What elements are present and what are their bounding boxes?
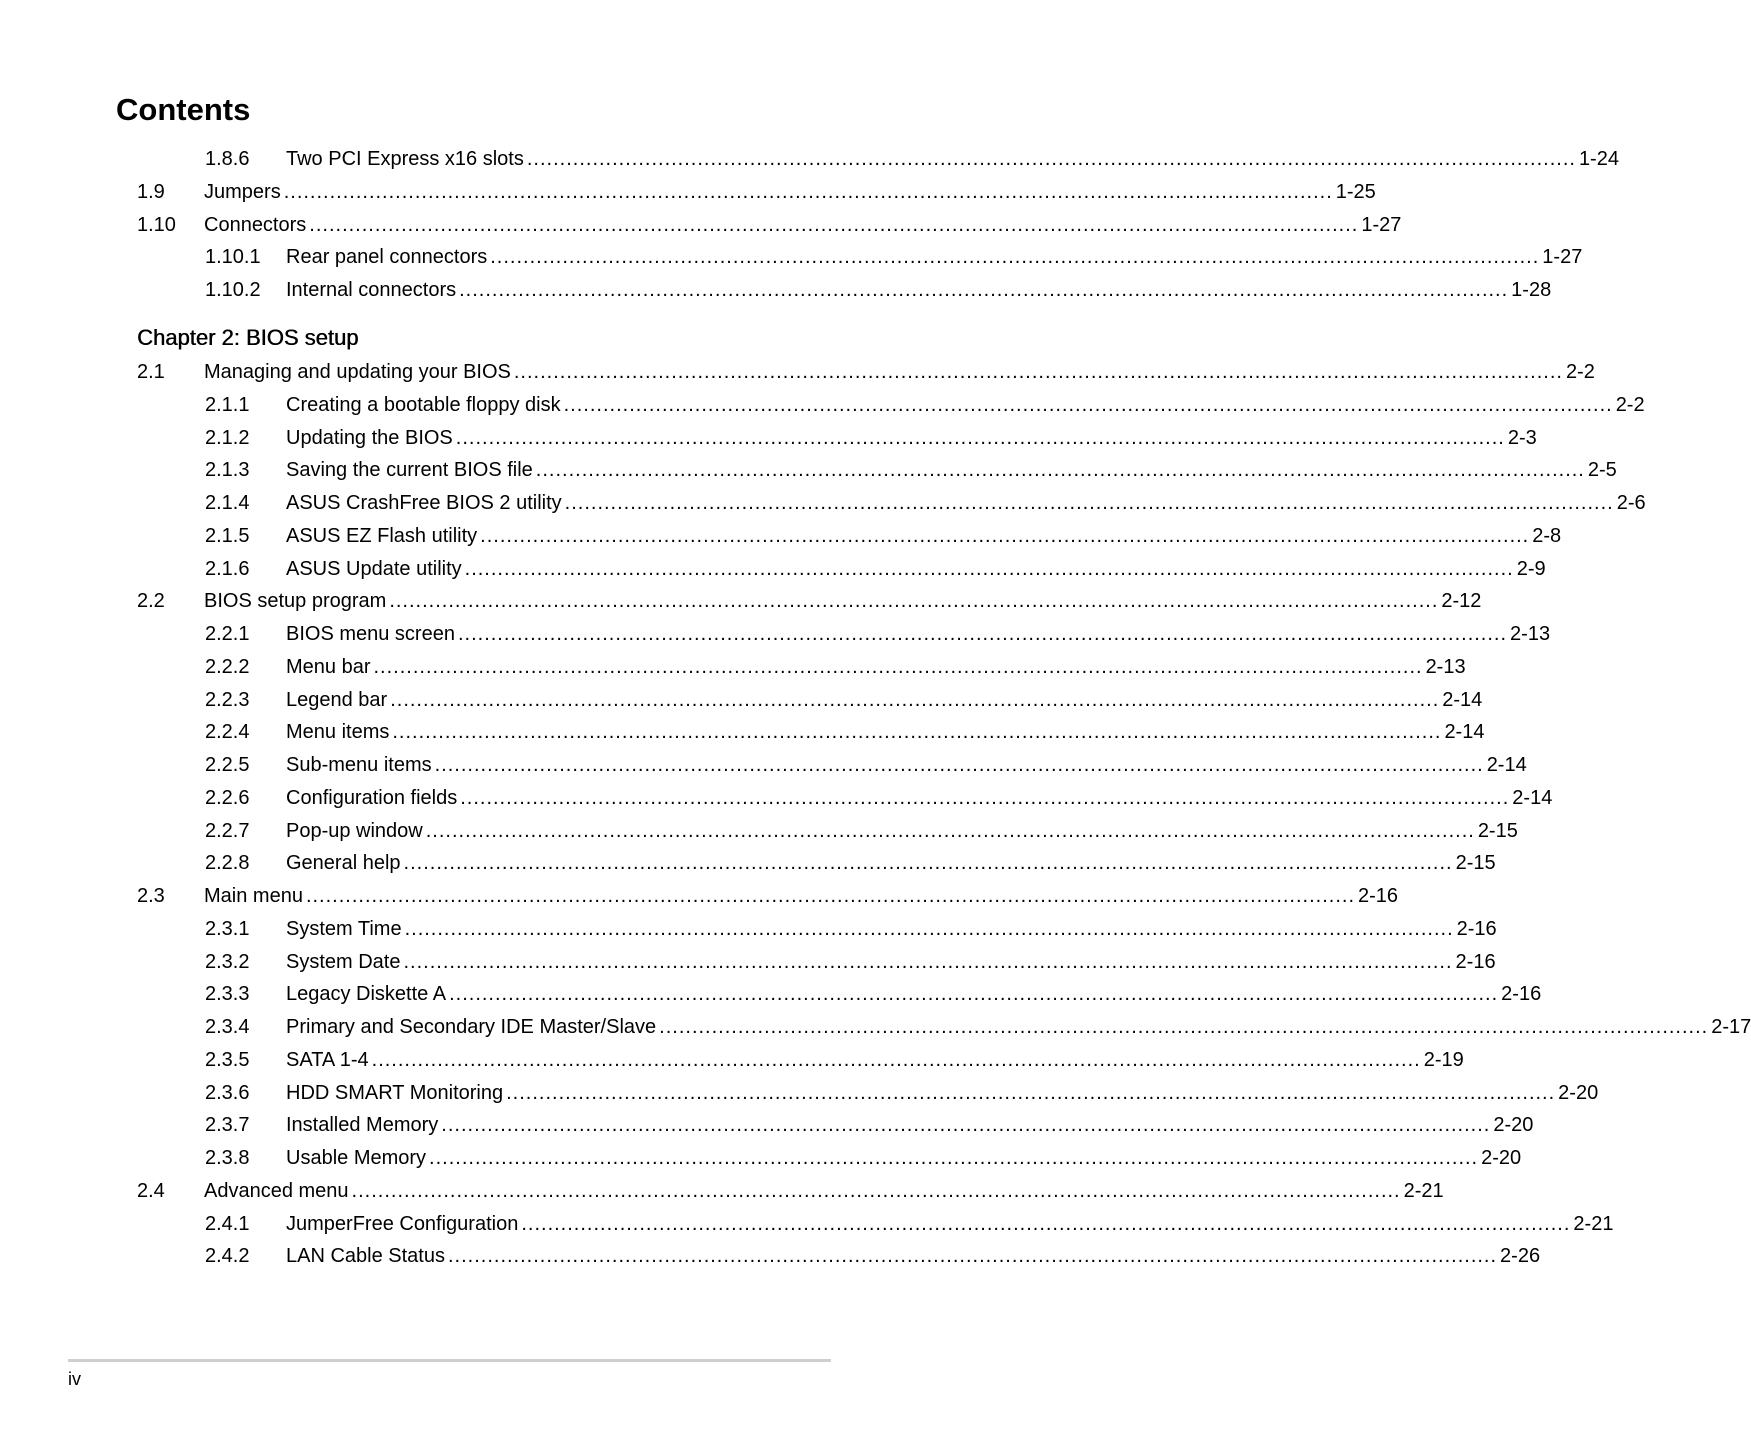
toc-entry-line [286, 913, 1497, 946]
dot-leader: ................................................................................................................................................................ [457, 623, 1508, 645]
toc-entry [0, 454, 1617, 487]
toc-entry-page: 2-13 [1510, 623, 1551, 645]
toc-entry-line [286, 716, 1485, 749]
toc-entry [0, 1142, 1522, 1175]
dot-leader: ................................................................................................................................................................ [389, 590, 1439, 613]
dot-leader: ................................................................................................................................................................ [459, 279, 1509, 301]
toc-entry-number: 2.1.2 [205, 426, 250, 449]
toc-entry-page: 2-21 [1573, 1212, 1614, 1235]
toc-entry-line [286, 454, 1617, 487]
dot-leader: ................................................................................................................................................................ [305, 885, 1355, 907]
dot-leader: ................................................................................................................................................................ [521, 1212, 1571, 1235]
toc-entry [0, 815, 1518, 848]
toc-entry-line [286, 274, 1552, 307]
toc-entry-line [286, 1240, 1541, 1273]
toc-entry-page: 2-6 [1616, 492, 1646, 514]
toc-entry-number: 2.1.4 [205, 492, 250, 514]
dot-leader: ................................................................................................................................................................ [447, 1245, 1498, 1268]
toc-entry [0, 749, 1527, 782]
toc-entry [0, 487, 1646, 520]
toc-entry-page: 2-16 [1358, 885, 1399, 907]
toc-entry-page: 2-16 [1455, 950, 1496, 973]
toc-entry-page: 1-25 [1335, 180, 1376, 203]
dot-leader: ................................................................................................................................................................ [480, 524, 1530, 547]
toc-entry-page: 2-3 [1507, 426, 1537, 449]
toc-entry-page: 2-9 [1516, 557, 1546, 580]
toc-entry-line [286, 946, 1496, 979]
dot-leader: ................................................................................................................................................................ [283, 180, 1333, 203]
toc-entry-page: 2-20 [1493, 1114, 1534, 1137]
dot-leader: ................................................................................................................................................................ [429, 1147, 1479, 1169]
toc-entry-number: 2.3.5 [205, 1048, 250, 1071]
toc-entry-number: 2.2.2 [205, 655, 250, 678]
toc-entry [0, 1175, 1444, 1208]
toc-entry-number: 1.8.6 [205, 148, 250, 170]
toc-entry-page: 1-28 [1511, 279, 1552, 301]
toc-entry [0, 782, 1553, 815]
toc-entry-number: 2.1.1 [205, 393, 250, 416]
toc-entry-title: Pop-up window [286, 819, 423, 842]
dot-leader: ................................................................................................................................................................ [351, 1179, 1401, 1202]
toc-entry-line [286, 520, 1562, 553]
toc-entry-page: 2-2 [1615, 393, 1645, 416]
toc-entry-page: 1-27 [1542, 246, 1583, 269]
toc-entry-title: Primary and Secondary IDE Master/Slave [286, 1016, 657, 1038]
toc-entry-title: Advanced menu [204, 1179, 349, 1202]
toc-entry-number: 2.2.8 [205, 852, 250, 875]
toc-entry [0, 1044, 1464, 1077]
toc-entry-line [286, 1077, 1599, 1110]
dot-leader: ................................................................................................................................................................ [425, 819, 1475, 842]
toc-entry [0, 946, 1496, 979]
toc-entry-line [286, 1142, 1522, 1175]
toc-entry-number: 1.10 [137, 213, 176, 236]
toc-entry-title: BIOS setup program [204, 590, 387, 613]
dot-leader: ................................................................................................................................................................ [403, 852, 1453, 875]
toc-entry [0, 1077, 1599, 1110]
toc-entry-line [286, 651, 1466, 684]
toc-entry-page: 2-20 [1481, 1147, 1522, 1169]
toc-entry-line [286, 1011, 1751, 1044]
toc-entry-number: 2.3.3 [205, 983, 250, 1006]
toc-entry-title: General help [286, 852, 401, 875]
toc-entry-title: ASUS Update utility [286, 557, 462, 580]
toc-entry-page: 2-14 [1444, 721, 1485, 744]
toc-entry-number: 2.4.2 [205, 1245, 250, 1268]
toc-entry-title: Menu bar [286, 655, 371, 678]
toc-entry-page: 2-5 [1587, 459, 1617, 482]
toc-entry-page: 2-13 [1425, 655, 1466, 678]
toc-entry-title: Rear panel connectors [286, 246, 488, 269]
toc-entry-page: 2-14 [1442, 688, 1483, 711]
dot-leader: ................................................................................................................................................................ [373, 655, 1423, 678]
toc-entry-number: 1.10.1 [205, 246, 261, 269]
toc-entry [0, 520, 1562, 553]
toc-entry-page: 2-21 [1403, 1179, 1444, 1202]
toc-entry-number: 2.1.5 [205, 524, 250, 547]
toc-entry-title: Installed Memory [286, 1114, 439, 1137]
toc-entry-number: 2.1.3 [205, 459, 250, 482]
toc-entry-page: 2-15 [1477, 819, 1518, 842]
toc-entry-line [286, 1044, 1464, 1077]
dot-leader: ................................................................................................................................................................ [455, 426, 1505, 449]
toc-entry-title: Legend bar [286, 688, 388, 711]
toc-entry [0, 553, 1546, 586]
toc-entry-title: ASUS CrashFree BIOS 2 utility [286, 492, 562, 514]
toc-entry-page: 2-14 [1512, 786, 1553, 809]
footer-divider [68, 1359, 831, 1362]
toc-entry-title: BIOS menu screen [286, 623, 455, 645]
toc-entry [0, 651, 1466, 684]
toc-entry-number: 2.1 [137, 361, 165, 383]
toc-entry [0, 143, 1619, 176]
toc-entry-title: LAN Cable Status [286, 1245, 445, 1268]
toc-entry-number: 2.2 [137, 590, 165, 613]
toc-entry-title: HDD SMART Monitoring [286, 1081, 504, 1104]
toc-entry-line [286, 553, 1546, 586]
toc-entry-number: 2.2.3 [205, 688, 250, 711]
toc-entry-page: 2-20 [1558, 1081, 1599, 1104]
toc-entry-title: JumperFree Configuration [286, 1212, 519, 1235]
dot-leader: ................................................................................................................................................................ [659, 1016, 1709, 1038]
toc-entry [0, 847, 1496, 880]
toc-entry-title: Two PCI Express x16 slots [286, 148, 524, 170]
toc-entry-page: 2-16 [1456, 917, 1497, 940]
toc-entry [0, 684, 1483, 717]
dot-leader: ................................................................................................................................................................ [392, 721, 1442, 744]
toc-entry [0, 978, 1542, 1011]
toc-entry-title: ASUS EZ Flash utility [286, 524, 478, 547]
toc-entry-number: 2.3 [137, 885, 165, 907]
toc-entry-page: 2-8 [1532, 524, 1562, 547]
toc-entry-page: 1-24 [1578, 148, 1619, 170]
toc-entry-line [286, 422, 1537, 455]
toc-entry-line [286, 684, 1483, 717]
dot-leader: ................................................................................................................................................................ [390, 688, 1440, 711]
toc-entry-line [204, 209, 1402, 242]
toc-entry-number: 2.3.1 [205, 917, 250, 940]
dot-leader: ................................................................................................................................................................ [563, 393, 1613, 416]
toc-entry-page: 2-12 [1441, 590, 1482, 613]
dot-leader: ................................................................................................................................................................ [564, 492, 1614, 514]
chapter-heading: Chapter 2: BIOS setup [137, 325, 359, 350]
toc-entry-line [204, 585, 1482, 618]
toc-entry [0, 716, 1485, 749]
toc-entry [0, 880, 1399, 913]
toc-entry-title: Updating the BIOS [286, 426, 453, 449]
toc-entry [0, 1109, 1534, 1142]
toc-entry-line [286, 978, 1542, 1011]
toc-entry-line [204, 176, 1376, 209]
toc-entry-number: 2.3.4 [205, 1016, 250, 1038]
toc-entry-number: 1.9 [137, 180, 165, 203]
toc-entry-page: 2-26 [1500, 1245, 1541, 1268]
dot-leader: ................................................................................................................................................................ [404, 917, 1454, 940]
dot-leader: ................................................................................................................................................................ [535, 459, 1585, 482]
toc-entry-page: 2-19 [1423, 1048, 1464, 1071]
toc-entry-page: 2-17 [1711, 1016, 1751, 1038]
dot-leader: ................................................................................................................................................................ [309, 213, 1359, 236]
dot-leader: ................................................................................................................................................................ [460, 786, 1510, 809]
toc-entry-number: 2.3.2 [205, 950, 250, 973]
toc-entry-number: 2.3.8 [205, 1147, 250, 1169]
toc-entry-line [286, 487, 1646, 520]
toc-entry [0, 618, 1551, 651]
toc-entry [0, 241, 1583, 274]
toc-entry-title: Jumpers [204, 180, 281, 203]
dot-leader: ................................................................................................................................................................ [464, 557, 1514, 580]
toc-entry-title: System Time [286, 917, 402, 940]
toc-entry-title: Sub-menu items [286, 754, 432, 776]
toc-entry [0, 209, 1402, 242]
toc-entry-title: Managing and updating your BIOS [204, 361, 511, 383]
toc-entry-number: 2.2.4 [205, 721, 250, 744]
toc-entry-number: 2.2.6 [205, 786, 250, 809]
toc-entry-line [286, 1109, 1534, 1142]
page-title: Contents [116, 92, 251, 127]
toc-entry-number: 2.1.6 [205, 557, 250, 580]
toc-entry-title: Legacy Diskette A [286, 983, 447, 1006]
dot-leader: ................................................................................................................................................................ [434, 754, 1484, 776]
page-number: iv [68, 1369, 81, 1389]
toc-entry-title: Usable Memory [286, 1147, 427, 1169]
toc-entry-page: 2-2 [1565, 361, 1595, 383]
toc-entry-line [286, 618, 1551, 651]
dot-leader: ................................................................................................................................................................ [371, 1048, 1421, 1071]
toc-entry [0, 1240, 1541, 1273]
dot-leader: ................................................................................................................................................................ [403, 950, 1453, 973]
toc-entry-line [204, 356, 1595, 389]
dot-leader: ................................................................................................................................................................ [513, 361, 1563, 383]
toc-entry-title: Main menu [204, 885, 303, 907]
toc-entry [0, 1208, 1614, 1241]
toc-entry-title: Creating a bootable floppy disk [286, 393, 561, 416]
toc-entry-line [286, 143, 1619, 176]
toc-entry-line [286, 847, 1496, 880]
dot-leader: ................................................................................................................................................................ [449, 983, 1499, 1006]
toc-entry-title: SATA 1-4 [286, 1048, 369, 1071]
toc-entry [0, 422, 1537, 455]
toc-entry-title: Menu items [286, 721, 390, 744]
toc-entry-line [204, 1175, 1444, 1208]
toc-entry-number: 2.4 [137, 1179, 165, 1202]
toc-entry-line [204, 880, 1399, 913]
toc-entry-title: Internal connectors [286, 279, 457, 301]
toc-entry [0, 1011, 1751, 1044]
toc-entry-title: Configuration fields [286, 786, 458, 809]
toc-entry-number: 1.10.2 [205, 279, 261, 301]
toc-entry-line [286, 241, 1583, 274]
toc-entry-line [286, 1208, 1614, 1241]
toc-entry-title: Connectors [204, 213, 307, 236]
toc-entry-page: 2-14 [1486, 754, 1527, 776]
toc-entry-line [286, 782, 1553, 815]
toc-entry [0, 585, 1482, 618]
dot-leader: ................................................................................................................................................................ [441, 1114, 1491, 1137]
toc-entry-number: 2.3.6 [205, 1081, 250, 1104]
dot-leader: ................................................................................................................................................................ [490, 246, 1540, 269]
toc-entry-title: System Date [286, 950, 401, 973]
toc-entry [0, 389, 1645, 422]
toc-entry-line [286, 815, 1518, 848]
toc-entry [0, 356, 1595, 389]
toc-entry-page: 1-27 [1361, 213, 1402, 236]
toc-entry-number: 2.4.1 [205, 1212, 250, 1235]
toc-entry-number: 2.2.1 [205, 623, 250, 645]
dot-leader: ................................................................................................................................................................ [526, 148, 1576, 170]
toc-entry-number: 2.3.7 [205, 1114, 250, 1137]
toc-entry-page: 2-15 [1455, 852, 1496, 875]
toc-entry-title: Saving the current BIOS file [286, 459, 533, 482]
toc-entry-line [286, 749, 1527, 782]
toc-entry-number: 2.2.7 [205, 819, 250, 842]
toc-entry [0, 176, 1376, 209]
toc-entry [0, 913, 1497, 946]
dot-leader: ................................................................................................................................................................ [506, 1081, 1556, 1104]
toc-entry-number: 2.2.5 [205, 754, 250, 776]
toc-entry-line [286, 389, 1645, 422]
toc-entry-page: 2-16 [1501, 983, 1542, 1006]
toc-entry [0, 274, 1552, 307]
